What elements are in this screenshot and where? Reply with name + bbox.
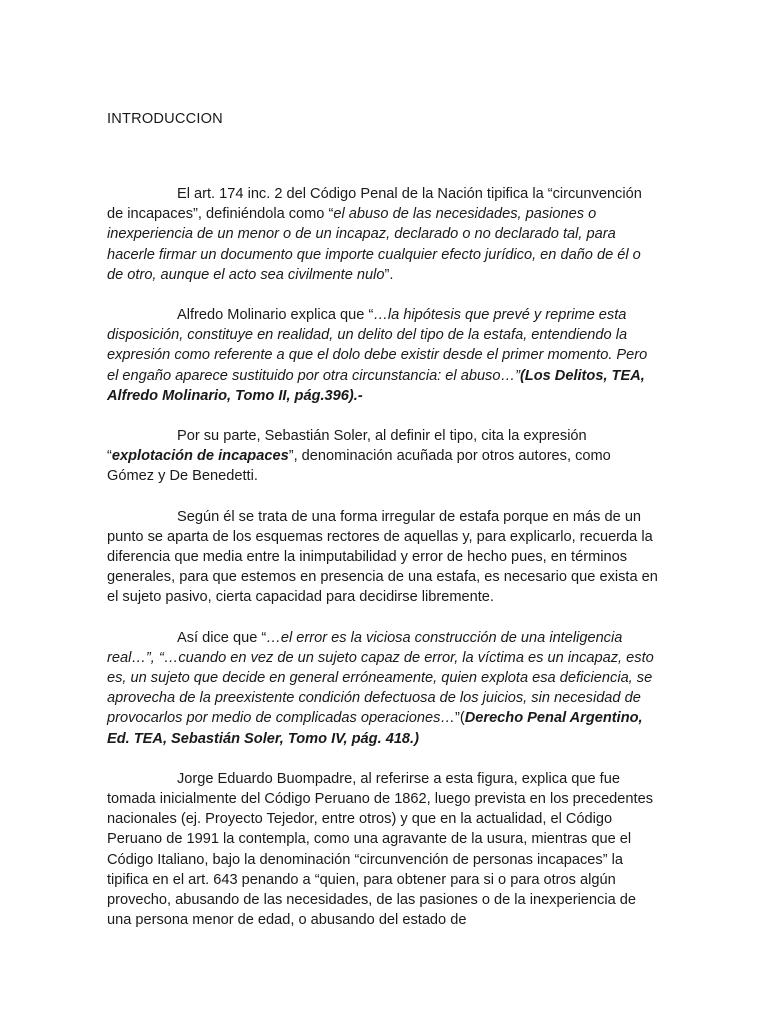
paragraph-1 [107,184,659,285]
paragraph-6 [107,769,659,931]
paragraph-1-text: El art. 174 inc. 2 del Código Penal de la Nación tipifica la “circunvención de incapaces”, definiéndola como “ [107,186,642,223]
paragraph-3 [107,426,659,487]
paragraph-2 [107,305,659,406]
paragraph-5-text: Así dice que “ [177,629,267,646]
paragraph-3-text: Por su parte, Sebastián Soler, al definir el tipo, cita la expresión “ [107,428,587,465]
paragraph-3-text-end: ”, denominación acuñada por otros autores, como Gómez y De Benedetti. [107,448,611,485]
paragraph-2-citation: (Los Delitos, TEA, Alfredo Molinario, Tomo II, pág.396).- [107,367,645,404]
paragraph-5 [107,628,659,749]
paragraph-2-close-quote: ” [515,367,520,384]
paragraph-4-text: Según él se trata de una forma irregular de estafa porque en más de un punto se aparta de los esquemas rectores de aquellas y, para explicarlo, recuerda la diferencia que media entre la inimputabilidad y error de hecho pues, en términos generales, para que estemos en presencia de una estafa, es necesario que exista en el sujeto pasivo, cierta capacidad para decidirse libremente. [107,508,658,606]
paragraph-6-text: Jorge Eduardo Buompadre, al referirse a esta figura, explica que fue tomada inicialmente del Código Peruano de 1862, luego prevista en los precedentes nacionales (ej. Proyecto Tejedor, entre otros) y que en la actualidad, el Código Peruano de 1991 la contempla, como una agravante de la usura, mientras que el Código Italiano, bajo la denominación “circunvención de personas incapaces” la tipifica en el art. 643 penando a “quien, para obtener para si o para otros algún provecho, abusando de las necesidades, de las pasiones o de la inexperiencia de una persona menor de edad, o abusando del estado de [107,770,654,929]
paragraph-4 [107,507,659,608]
document-body [107,184,659,951]
paragraph-5-quote: …el error es la viciosa construcción de una inteligencia real…”, “…cuando en vez de un sujeto capaz de error, la víctima es un incapaz, esto es, un sujeto que decide en general erróneamente, quien explota esa deficiencia, se aprovecha de la preexistente condición defectuosa de los juicios, sin necesidad de provocarlos por medio de complicadas operaciones… [107,629,654,727]
document-heading: INTRODUCCION [107,111,223,127]
paragraph-5-close: ”( [455,710,465,727]
paragraph-2-quote: …la hipótesis que prevé y reprime esta disposición, constituye en realidad, un delito del tipo de la estafa, entendiendo la expresión como referente a que el dolo debe existir desde el primer momento. Pero el engaño aparece sustituido por otra circunstancia: el abuso… [107,307,648,384]
paragraph-1-close: ”. [384,266,394,283]
paragraph-3-term: explotación de incapaces [111,448,289,465]
paragraph-1-quote: el abuso de las necesidades, pasiones o inexperiencia de un menor o de un incapaz, declarado o no declarado tal, para hacerle firmar un documento que importe cualquier efecto jurídico, en daño de él o de otro, aunque el acto sea civilmente nulo [107,206,641,283]
paragraph-2-text: Alfredo Molinario explica que “ [177,307,374,324]
paragraph-5-citation: Derecho Penal Argentino, Ed. TEA, Sebastián Soler, Tomo IV, pág. 418.) [107,710,643,747]
